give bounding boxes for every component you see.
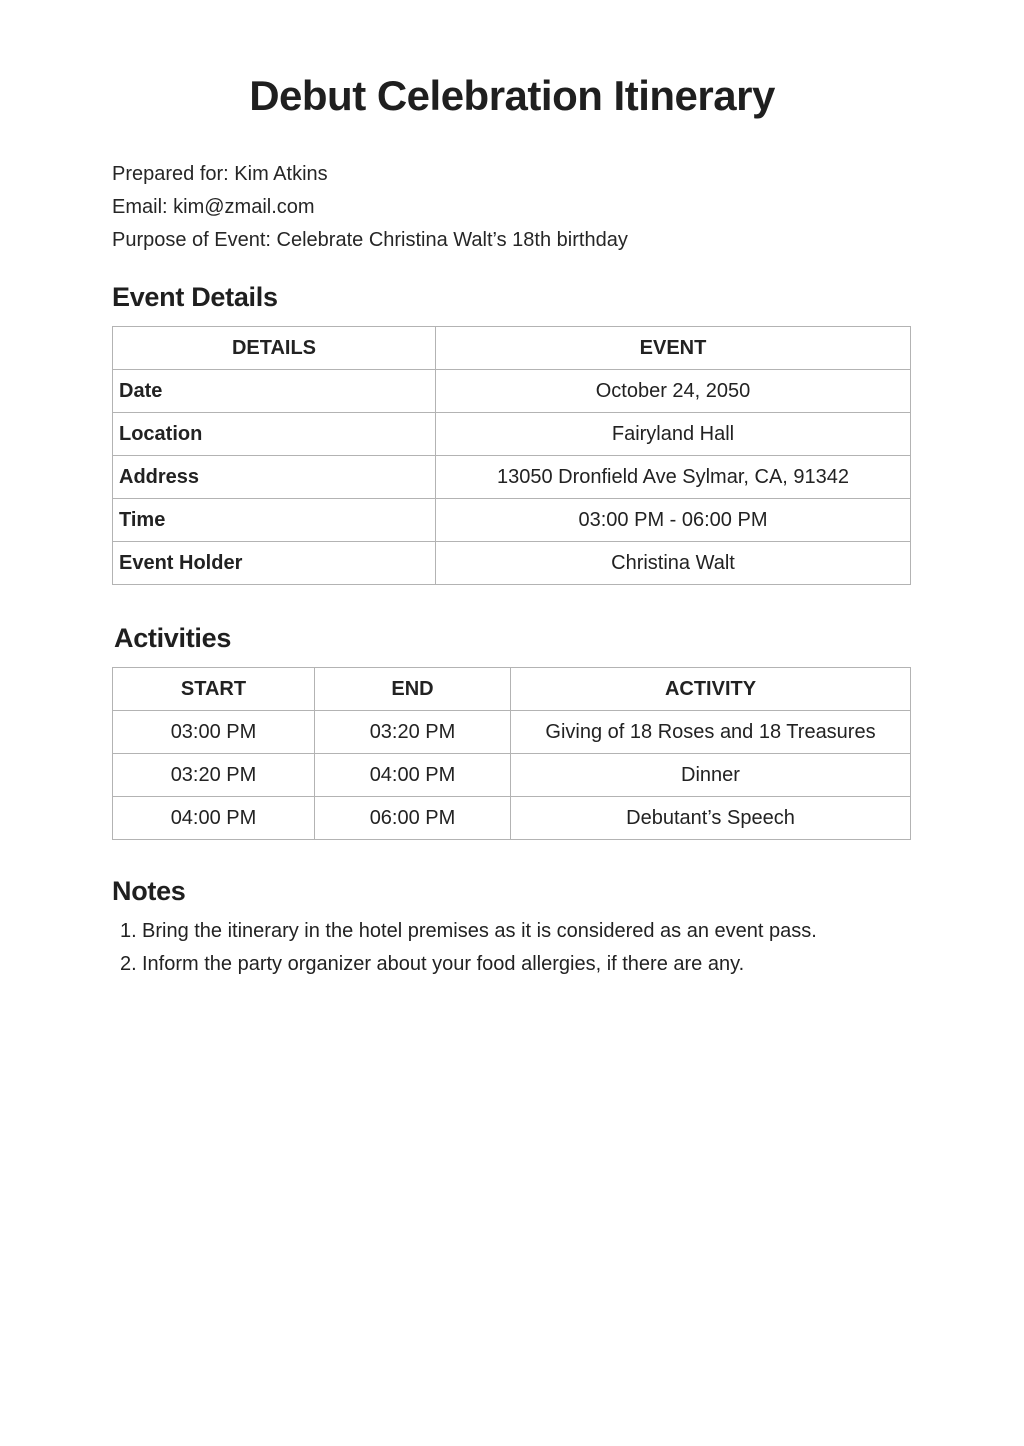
- email: Email: kim@zmail.com: [112, 196, 315, 218]
- column-header-event: EVENT: [436, 327, 911, 370]
- table-row: [113, 542, 911, 585]
- column-header-details: DETAILS: [113, 327, 436, 370]
- table-row: [113, 413, 911, 456]
- page-title: Debut Celebration Itinerary: [249, 72, 775, 119]
- activity-start: 03:00 PM: [113, 711, 315, 754]
- activities-heading: Activities: [114, 623, 232, 653]
- table-row: [113, 456, 911, 499]
- event-details-table: [112, 326, 911, 585]
- notes-heading: Notes: [112, 876, 186, 906]
- activity-name: Giving of 18 Roses and 18 Treasures: [511, 711, 911, 754]
- activity-name: Debutant’s Speech: [511, 797, 911, 840]
- column-header-end: END: [315, 668, 511, 711]
- notes-list: [112, 915, 912, 981]
- table-header-row: [113, 327, 911, 370]
- detail-label: Time: [113, 499, 436, 542]
- detail-label: Event Holder: [113, 542, 436, 585]
- document-meta: [112, 158, 912, 257]
- detail-label: Address: [113, 456, 436, 499]
- table-row: [113, 711, 911, 754]
- purpose-of-event: Purpose of Event: Celebrate Christina Walt’s 18th birthday: [112, 229, 628, 251]
- detail-value: Fairyland Hall: [436, 413, 911, 456]
- activity-end: 06:00 PM: [315, 797, 511, 840]
- activity-end: 03:20 PM: [315, 711, 511, 754]
- activity-name: Dinner: [511, 754, 911, 797]
- table-row: [113, 797, 911, 840]
- activity-end: 04:00 PM: [315, 754, 511, 797]
- table-row: [113, 754, 911, 797]
- list-item-number: 1.: [120, 920, 137, 942]
- detail-value: 03:00 PM - 06:00 PM: [436, 499, 911, 542]
- detail-value: October 24, 2050: [436, 370, 911, 413]
- column-header-start: START: [113, 668, 315, 711]
- list-item: [112, 915, 912, 948]
- activity-start: 03:20 PM: [113, 754, 315, 797]
- activity-start: 04:00 PM: [113, 797, 315, 840]
- list-item-number: 2.: [120, 953, 137, 975]
- list-item: [112, 948, 912, 981]
- table-row: [113, 370, 911, 413]
- event-details-heading: Event Details: [112, 282, 278, 312]
- list-item-text: Inform the party organizer about your food allergies, if there are any.: [142, 953, 745, 975]
- detail-value: 13050 Dronfield Ave Sylmar, CA, 91342: [436, 456, 911, 499]
- detail-value: Christina Walt: [436, 542, 911, 585]
- table-row: [113, 499, 911, 542]
- list-item-text: Bring the itinerary in the hotel premises as it is considered as an event pass.: [142, 920, 817, 942]
- table-header-row: [113, 668, 911, 711]
- activities-table: [112, 667, 911, 840]
- prepared-for: Prepared for: Kim Atkins: [112, 163, 328, 185]
- detail-label: Location: [113, 413, 436, 456]
- column-header-activity: ACTIVITY: [511, 668, 911, 711]
- detail-label: Date: [113, 370, 436, 413]
